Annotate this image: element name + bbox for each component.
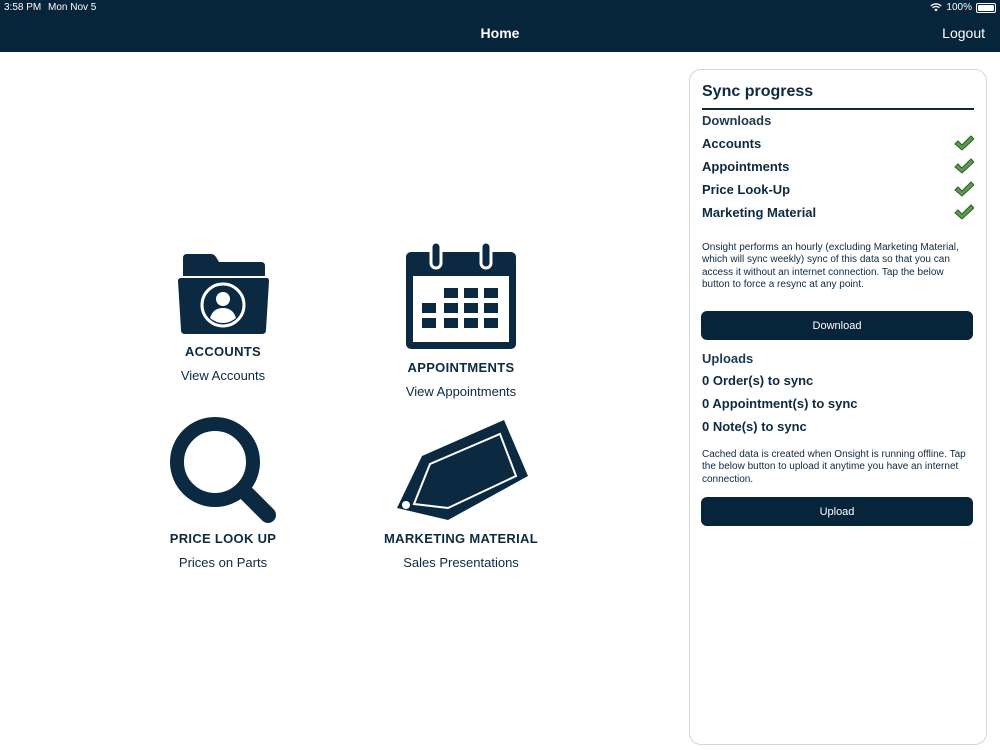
upload-item-label: 0 Note(s) to sync <box>702 419 807 434</box>
sync-progress-panel <box>689 69 987 745</box>
tile-subtitle: Sales Presentations <box>403 555 519 570</box>
checkmark-icon <box>954 181 974 197</box>
upload-item-label: 0 Order(s) to sync <box>702 373 814 388</box>
marketing-material-tile[interactable] <box>361 416 561 570</box>
checkmark-icon <box>954 204 974 220</box>
page-title: Home <box>480 25 520 41</box>
download-item <box>702 158 974 174</box>
upload-item <box>702 396 974 411</box>
status-indicators <box>930 2 996 13</box>
upload-item <box>702 373 974 388</box>
download-button[interactable]: Download <box>701 311 973 340</box>
folder-user-icon <box>177 252 269 334</box>
accounts-tile[interactable] <box>123 252 323 383</box>
upload-item <box>702 419 974 434</box>
download-item <box>702 135 974 151</box>
upload-item-label: 0 Appointment(s) to sync <box>702 396 858 411</box>
price-lookup-tile[interactable] <box>123 417 323 570</box>
tag-icon <box>392 416 530 524</box>
top-bar <box>0 0 1000 52</box>
status-time: 3:58 PM <box>4 2 42 13</box>
download-description: Onsight performs an hourly (excluding Marketing Material, which will sync weekly) sync of this data so that you can access it without an internet connection. Tap the below button to force a resync at any point. <box>702 242 959 290</box>
download-item-label: Price Look-Up <box>702 181 791 197</box>
download-item <box>702 181 974 197</box>
checkmark-icon <box>954 158 974 174</box>
tile-title: APPOINTMENTS <box>407 360 515 375</box>
calendar-icon <box>405 240 517 350</box>
tile-title: PRICE LOOK UP <box>169 531 277 546</box>
download-item <box>702 204 974 220</box>
battery-icon <box>976 3 996 13</box>
wifi-icon <box>930 3 942 12</box>
download-item-label: Appointments <box>702 158 790 174</box>
battery-percent: 100% <box>946 2 972 13</box>
tile-title: MARKETING MATERIAL <box>384 531 538 546</box>
magnifier-icon <box>170 417 276 523</box>
status-date: Mon Nov 5 <box>48 2 97 13</box>
appointments-tile[interactable] <box>361 240 561 399</box>
download-item-label: Marketing Material <box>702 204 817 220</box>
tile-subtitle: View Appointments <box>405 384 517 399</box>
download-item-label: Accounts <box>702 135 762 151</box>
downloads-heading: Downloads <box>702 113 772 128</box>
logout-button[interactable]: Logout <box>942 25 985 41</box>
upload-button[interactable]: Upload <box>701 497 973 526</box>
tile-subtitle: Prices on Parts <box>178 555 268 570</box>
tile-subtitle: View Accounts <box>180 368 266 383</box>
checkmark-icon <box>954 135 974 151</box>
upload-description: Cached data is created when Onsight is running offline. Tap the below button to upload it anytime you have an internet connection. <box>702 449 966 485</box>
uploads-heading: Uploads <box>702 351 754 366</box>
tile-title: ACCOUNTS <box>184 344 262 359</box>
divider <box>702 108 974 110</box>
sync-panel-title: Sync progress <box>702 83 814 100</box>
